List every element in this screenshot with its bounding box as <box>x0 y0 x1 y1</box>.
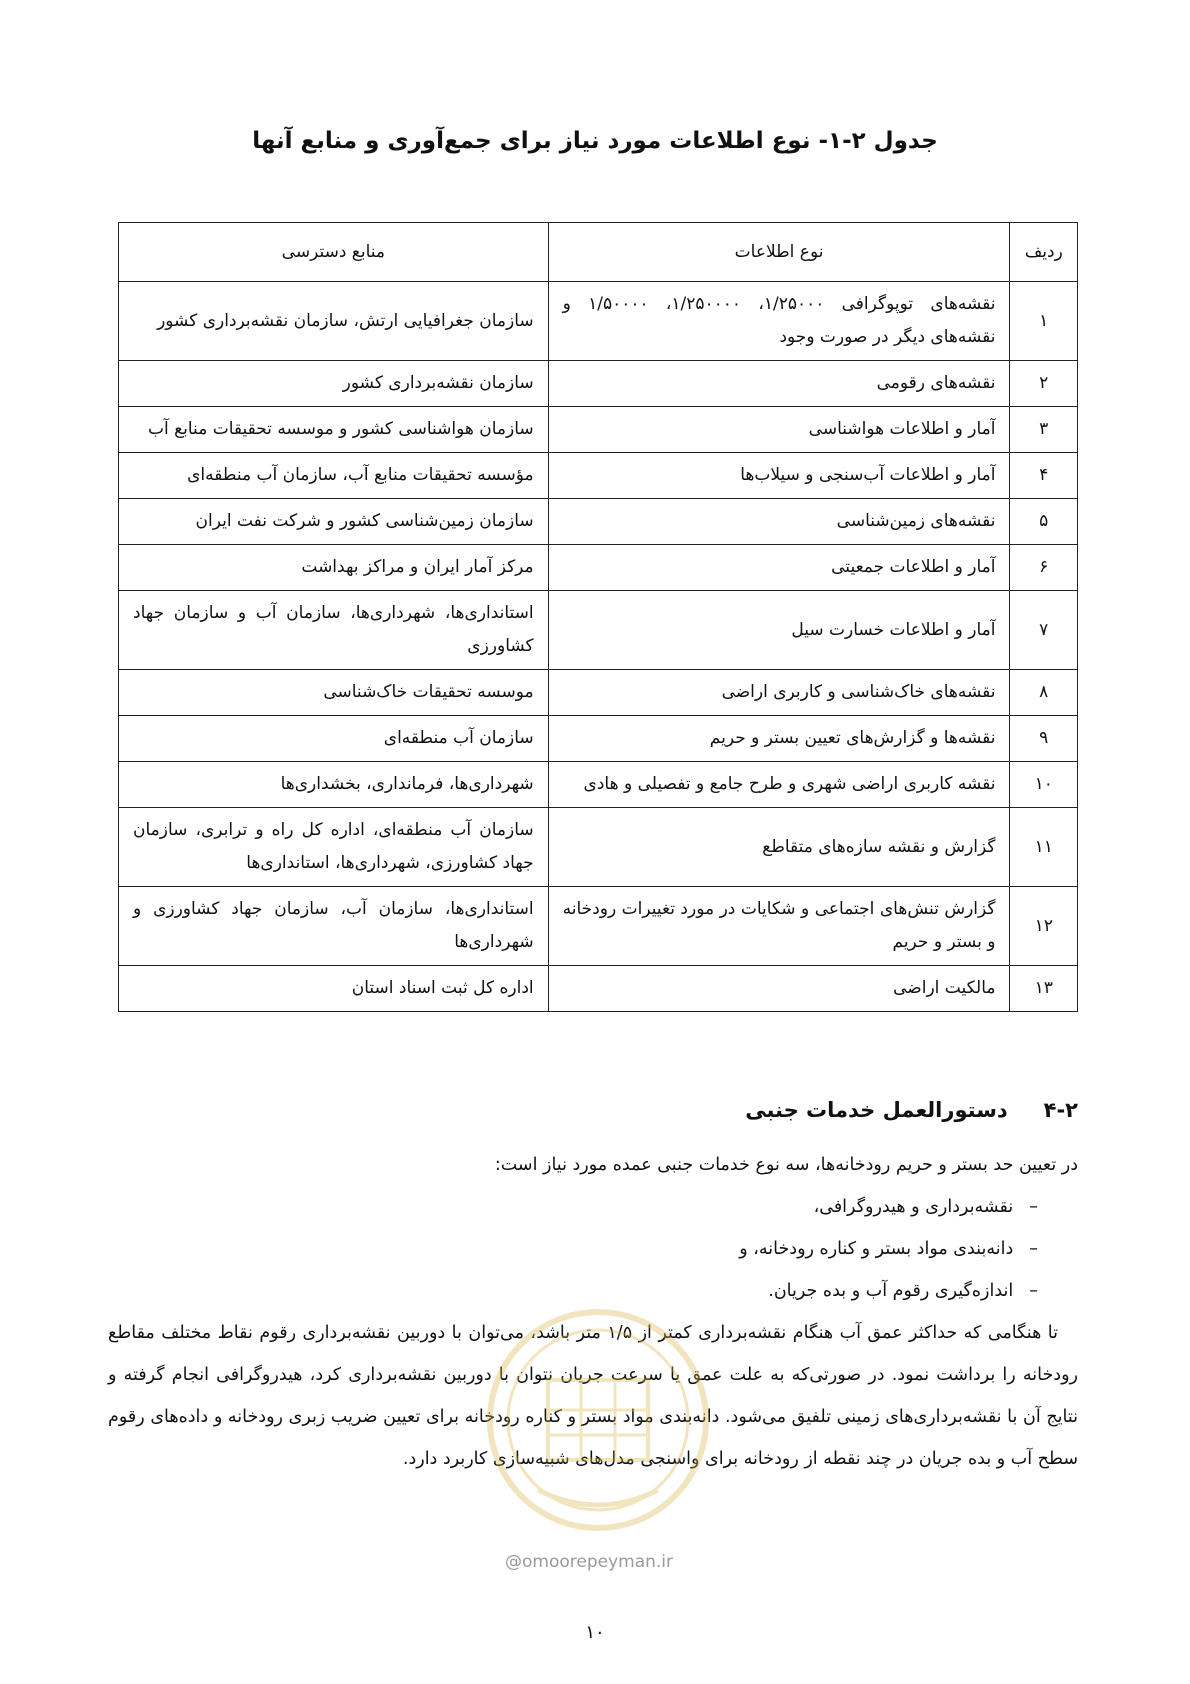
table-row <box>119 887 1078 966</box>
table-row <box>119 591 1078 670</box>
watermark-url: @omoorepeyman.ir <box>505 1552 674 1572</box>
row-number-cell: ۴ <box>1010 453 1078 499</box>
source-cell: مرکز آمار ایران و مراکز بهداشت <box>119 545 549 591</box>
list-item <box>108 1228 1038 1270</box>
bullet-dash: – <box>1029 1197 1038 1217</box>
info-type-cell: مالکیت اراضی <box>548 966 1010 1012</box>
bullet-list <box>108 1186 1078 1312</box>
info-type-cell: نقشه‌های توپوگرافی ۱/۲۵۰۰۰، ۱/۲۵۰۰۰۰، ۱/۵۰۰۰۰ و نقشه‌های دیگر در صورت وجود <box>548 282 1010 361</box>
header-info-type: نوع اطلاعات <box>548 223 1010 282</box>
source-cell: موسسه تحقیقات خاک‌شناسی <box>119 670 549 716</box>
row-number-cell: ۱۰ <box>1010 762 1078 808</box>
source-cell: اداره کل ثبت اسناد استان <box>119 966 549 1012</box>
table-row <box>119 808 1078 887</box>
table-row <box>119 453 1078 499</box>
row-number-cell: ۸ <box>1010 670 1078 716</box>
table-row <box>119 499 1078 545</box>
information-sources-table <box>118 222 1078 1012</box>
info-type-cell: نقشه‌های رقومی <box>548 361 1010 407</box>
source-cell: مؤسسه تحقیقات منابع آب، سازمان آب منطقه‌ای <box>119 453 549 499</box>
info-type-cell: آمار و اطلاعات خسارت سیل <box>548 591 1010 670</box>
info-type-cell: آمار و اطلاعات هواشناسی <box>548 407 1010 453</box>
table-row <box>119 361 1078 407</box>
table-header-row <box>119 223 1078 282</box>
source-cell: سازمان زمین‌شناسی کشور و شرکت نفت ایران <box>119 499 549 545</box>
source-cell: استانداری‌ها، شهرداری‌ها، سازمان آب و سازمان جهاد کشاورزی <box>119 591 549 670</box>
row-number-cell: ۵ <box>1010 499 1078 545</box>
body-paragraph: تا هنگامی که حداکثر عمق آب هنگام نقشه‌برداری کمتر از ۱/۵ متر باشد، می‌توان با دوربین نقشه‌برداری رقوم نقاط مختلف مقاطع رودخانه را برداشت نمود. در صورتی‌که به علت عمق یا سرعت جریان نتوان با دوربین نقشه‌برداری کرد، هیدروگرافی انجام گرفته و نتایج آن با نقشه‌برداری‌های زمینی تلفیق می‌شود. دانه‌بندی مواد بستر و کناره رودخانه برای تعیین ضریب زبری رودخانه و داده‌های رقوم سطح آب و بده جریان در چند نقطه از رودخانه برای واسنجی مدل‌های شبیه‌سازی کاربرد دارد. <box>108 1323 1078 1469</box>
page-number: ۱۰ <box>585 1622 605 1643</box>
info-type-cell: نقشه‌های زمین‌شناسی <box>548 499 1010 545</box>
table-row <box>119 545 1078 591</box>
row-number-cell: ۹ <box>1010 716 1078 762</box>
info-type-cell: آمار و اطلاعات جمعیتی <box>548 545 1010 591</box>
row-number-cell: ۲ <box>1010 361 1078 407</box>
info-type-cell: آمار و اطلاعات آب‌سنجی و سیلاب‌ها <box>548 453 1010 499</box>
info-type-cell: نقشه کاربری اراضی شهری و طرح جامع و تفصیلی و هادی <box>548 762 1010 808</box>
table-row <box>119 407 1078 453</box>
source-cell: سازمان جغرافیایی ارتش، سازمان نقشه‌برداری کشور <box>119 282 549 361</box>
list-item-text: اندازه‌گیری رقوم آب و بده جریان. <box>768 1281 1014 1301</box>
list-item-text: دانه‌بندی مواد بستر و کناره رودخانه، و <box>739 1239 1014 1259</box>
info-type-cell: نقشه‌ها و گزارش‌های تعیین بستر و حریم <box>548 716 1010 762</box>
header-sources: منابع دسترسی <box>119 223 549 282</box>
table-row <box>119 670 1078 716</box>
bullet-dash: – <box>1029 1239 1038 1259</box>
info-type-cell: گزارش تنش‌های اجتماعی و شکایات در مورد تغییرات رودخانه و بستر و حریم <box>548 887 1010 966</box>
source-cell: شهرداری‌ها، فرمانداری، بخشداری‌ها <box>119 762 549 808</box>
row-number-cell: ۶ <box>1010 545 1078 591</box>
section-heading <box>745 1098 1078 1122</box>
table-title: جدول ۲-۱- نوع اطلاعات مورد نیاز برای جمع‌آوری و منابع آنها <box>252 128 938 154</box>
row-number-cell: ۱ <box>1010 282 1078 361</box>
table-row <box>119 762 1078 808</box>
source-cell: سازمان آب منطقه‌ای، اداره کل راه و ترابری، سازمان جهاد کشاورزی، شهرداری‌ها، استانداری‌ها <box>119 808 549 887</box>
info-type-cell: نقشه‌های خاک‌شناسی و کاربری اراضی <box>548 670 1010 716</box>
intro-text: در تعیین حد بستر و حریم رودخانه‌ها، سه نوع خدمات جنبی عمده مورد نیاز است: <box>494 1155 1078 1175</box>
table-row <box>119 716 1078 762</box>
list-item-text: نقشه‌برداری و هیدروگرافی، <box>813 1197 1014 1217</box>
table-row <box>119 282 1078 361</box>
source-cell: سازمان هواشناسی کشور و موسسه تحقیقات منابع آب <box>119 407 549 453</box>
row-number-cell: ۱۱ <box>1010 808 1078 887</box>
row-number-cell: ۳ <box>1010 407 1078 453</box>
source-cell: استانداری‌ها، سازمان آب، سازمان جهاد کشاورزی و شهرداری‌ها <box>119 887 549 966</box>
section-number: ۴-۲ <box>1043 1098 1078 1122</box>
list-item <box>108 1186 1038 1228</box>
source-cell: سازمان نقشه‌برداری کشور <box>119 361 549 407</box>
row-number-cell: ۱۳ <box>1010 966 1078 1012</box>
info-type-cell: گزارش و نقشه سازه‌های متقاطع <box>548 808 1010 887</box>
bullet-dash: – <box>1029 1281 1038 1301</box>
row-number-cell: ۱۲ <box>1010 887 1078 966</box>
section-title: دستورالعمل خدمات جنبی <box>745 1098 1008 1122</box>
watermark-seal-icon <box>478 1300 718 1540</box>
table-row <box>119 966 1078 1012</box>
row-number-cell: ۷ <box>1010 591 1078 670</box>
table-body <box>119 282 1078 1012</box>
header-row-number: ردیف <box>1010 223 1078 282</box>
source-cell: سازمان آب منطقه‌ای <box>119 716 549 762</box>
